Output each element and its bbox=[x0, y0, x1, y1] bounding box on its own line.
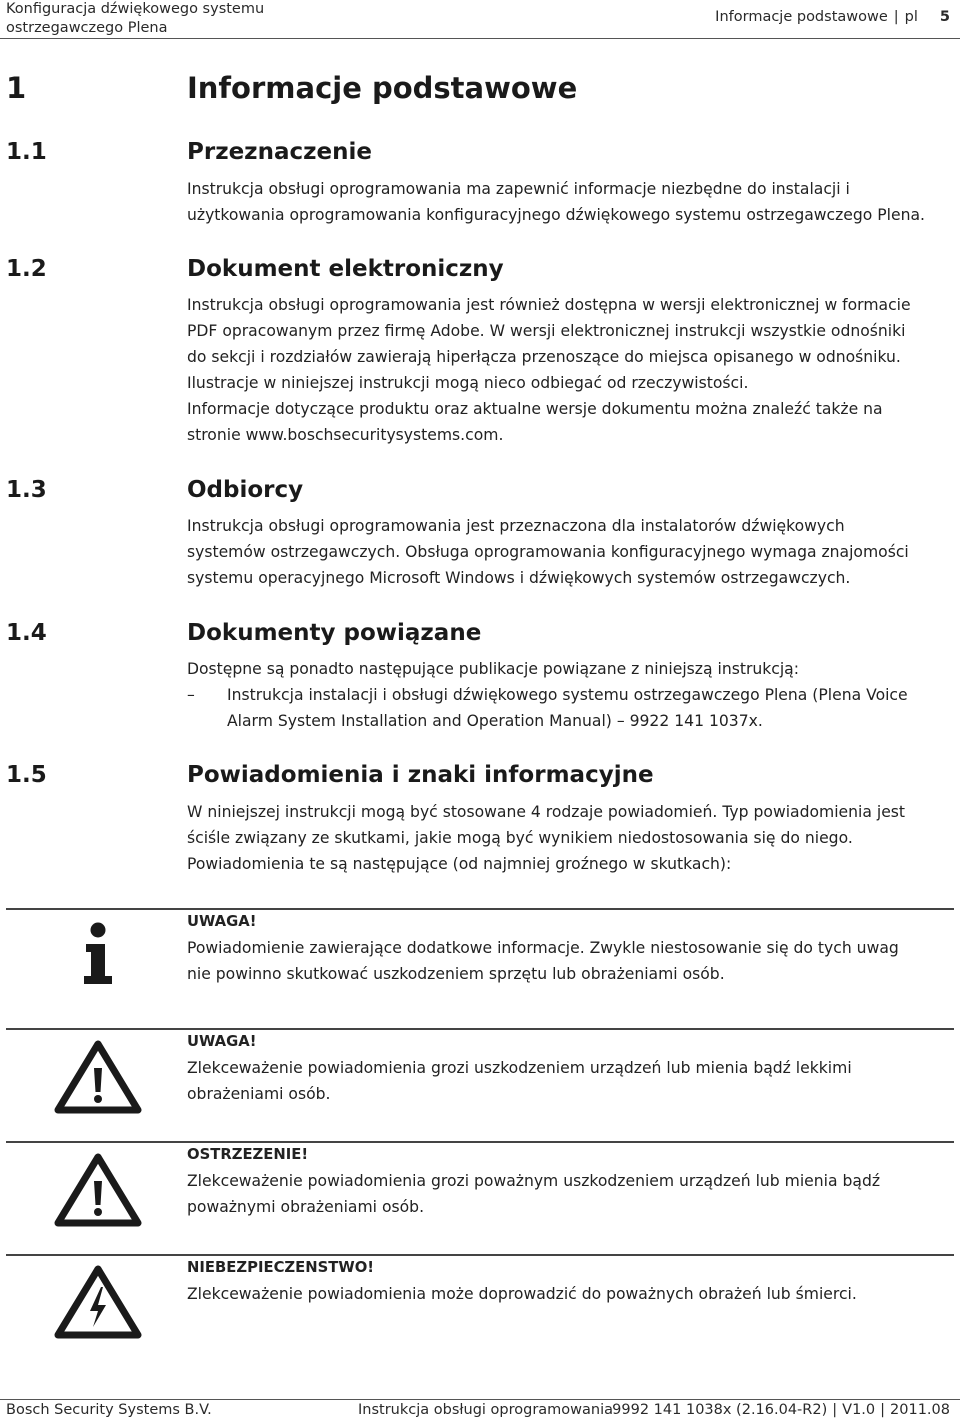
section-number-1-2: 1.2 bbox=[6, 256, 47, 282]
text-line: Instrukcja instalacji i obsługi dźwiękowego systemu ostrzegawczego Plena (Plena Voice bbox=[227, 686, 908, 704]
footer-rule bbox=[0, 1399, 960, 1400]
text-line: poważnymi obrażeniami osób. bbox=[187, 1198, 425, 1216]
section-body-1-4 bbox=[187, 656, 957, 682]
notice-caution bbox=[187, 1029, 957, 1107]
info-icon bbox=[52, 910, 144, 992]
section-number-1-5: 1.5 bbox=[6, 762, 47, 788]
text-line: Instrukcja obsługi oprogramowania ma zapewnić informacje niezbędne do instalacji i bbox=[187, 180, 850, 198]
text-line: W niniejszej instrukcji mogą być stosowane 4 rodzaje powiadomień. Typ powiadomienia jest bbox=[187, 803, 906, 821]
notice-info bbox=[187, 909, 957, 987]
section-body-1-2 bbox=[187, 292, 957, 448]
footer-separator: | bbox=[832, 1402, 838, 1418]
section-title-1-4: Dokumenty powiązane bbox=[187, 620, 482, 646]
text-line: obrażeniami osób. bbox=[187, 1085, 331, 1103]
text-line: PDF opracowanym przez firmę Adobe. W wersji elektronicznej instrukcji wszystkie odnośniki bbox=[187, 322, 906, 340]
footer-version: V1.0 bbox=[842, 1402, 876, 1418]
section-body-1-5 bbox=[187, 799, 957, 877]
text-line: Powiadomienie zawierające dodatkowe informacje. Zwykle niestosowanie się do tych uwag bbox=[187, 939, 899, 957]
header-title-line-2: ostrzegawczego Plena bbox=[6, 20, 168, 36]
chapter-title: Informacje podstawowe bbox=[187, 71, 578, 105]
text-line: Dostępne są ponadto następujące publikacje powiązane z niniejszą instrukcją: bbox=[187, 660, 799, 678]
footer-separator: | bbox=[880, 1402, 886, 1418]
chapter-number: 1 bbox=[6, 71, 27, 105]
related-document-list-item bbox=[187, 682, 957, 734]
list-dash: – bbox=[187, 686, 195, 704]
section-body-1-1 bbox=[187, 176, 957, 228]
text-line: Ilustracje w niniejszej instrukcji mogą nieco odbiegać od rzeczywistości. bbox=[187, 374, 749, 392]
section-title-1-5: Powiadomienia i znaki informacyjne bbox=[187, 762, 654, 788]
text-line: użytkowania oprogramowania konfiguracyjnego dźwiękowego systemu ostrzegawczego Plena. bbox=[187, 206, 926, 224]
footer-date: 2011.08 bbox=[890, 1402, 950, 1418]
caution-triangle-icon bbox=[52, 1036, 144, 1118]
text-line: Zlekceważenie powiadomienia grozi uszkodzeniem urządzeń lub mienia bądź lekkimi bbox=[187, 1059, 852, 1077]
notice-title: UWAGA! bbox=[187, 1033, 257, 1050]
section-title-1-3: Odbiorcy bbox=[187, 477, 304, 503]
header-rule bbox=[0, 38, 960, 39]
notice-title: OSTRZEZENIE! bbox=[187, 1146, 309, 1163]
electric-hazard-icon bbox=[52, 1261, 144, 1343]
text-line: nie powinno skutkować uszkodzeniem sprzętu lub obrażeniami osób. bbox=[187, 965, 725, 983]
page-number: 5 bbox=[939, 9, 950, 25]
text-line: Zlekceważenie powiadomienia grozi poważnym uszkodzeniem urządzeń lub mienia bądź bbox=[187, 1172, 881, 1190]
text-line: do sekcji i rozdziałów zawierają hiperłącza przenoszące do miejsca opisanego w odnośniku. bbox=[187, 348, 901, 366]
list-item-text bbox=[227, 682, 957, 734]
footer-company: Bosch Security Systems B.V. bbox=[6, 1402, 212, 1418]
text-line: Zlekceważenie powiadomienia może doprowadzić do poważnych obrażeń lub śmierci. bbox=[187, 1285, 857, 1303]
notice-title: UWAGA! bbox=[187, 913, 257, 930]
section-body-1-3 bbox=[187, 513, 957, 591]
text-line: Informacje dotyczące produktu oraz aktualne wersje dokumentu można znaleźć także na bbox=[187, 400, 883, 418]
header-section-name: Informacje podstawowe bbox=[715, 9, 888, 25]
warning-triangle-icon bbox=[52, 1149, 144, 1231]
notice-warning bbox=[187, 1142, 957, 1220]
text-line: Powiadomienia te są następujące (od najmniej groźnego w skutkach): bbox=[187, 855, 732, 873]
footer-document-type: Instrukcja obsługi oprogramowania bbox=[358, 1402, 614, 1418]
text-line: systemu operacyjnego Microsoft Windows i dźwiękowych systemów ostrzegawczych. bbox=[187, 569, 851, 587]
header-language: pl bbox=[904, 9, 918, 25]
section-number-1-1: 1.1 bbox=[6, 139, 47, 165]
text-line: ściśle związany ze skutkami, jakie mogą być wynikiem niedostosowania się do niego. bbox=[187, 829, 853, 847]
section-title-1-2: Dokument elektroniczny bbox=[187, 256, 504, 282]
text-line: Instrukcja obsługi oprogramowania jest przeznaczona dla instalatorów dźwiękowych bbox=[187, 517, 845, 535]
footer-document-info bbox=[612, 1401, 950, 1420]
notice-title: NIEBEZPIECZENSTWO! bbox=[187, 1259, 375, 1276]
footer-document-number: 9992 141 1038x (2.16.04-R2) bbox=[612, 1402, 828, 1418]
header-title-line-1: Konfiguracja dźwiękowego systemu bbox=[6, 1, 265, 17]
section-number-1-4: 1.4 bbox=[6, 620, 47, 646]
section-number-1-3: 1.3 bbox=[6, 477, 47, 503]
text-line: systemów ostrzegawczych. Obsługa oprogramowania konfiguracyjnego wymaga znajomości bbox=[187, 543, 909, 561]
header-section-info bbox=[715, 8, 950, 27]
notice-danger bbox=[187, 1255, 957, 1307]
header-separator: | bbox=[893, 9, 899, 25]
text-line: Instrukcja obsługi oprogramowania jest również dostępna w wersji elektronicznej w formacie bbox=[187, 296, 911, 314]
header-document-title bbox=[6, 0, 264, 38]
text-line: stronie www.boschsecuritysystems.com. bbox=[187, 426, 504, 444]
text-line: Alarm System Installation and Operation Manual) – 9922 141 1037x. bbox=[227, 712, 763, 730]
section-title-1-1: Przeznaczenie bbox=[187, 139, 372, 165]
